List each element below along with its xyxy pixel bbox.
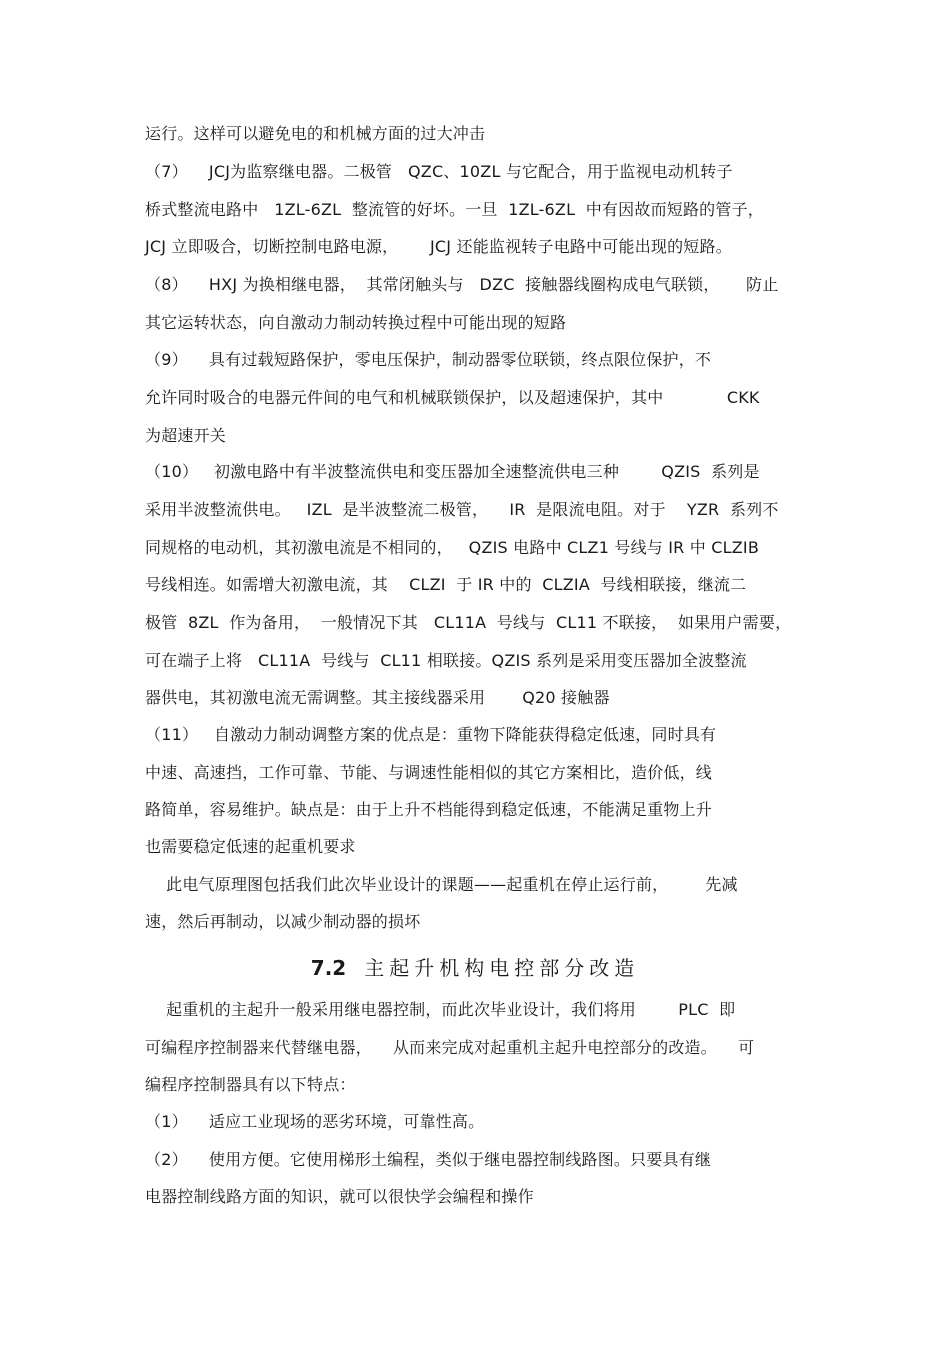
paragraph-line: 路简单，容易维护。缺点是：由于上升不档能得到稳定低速，不能满足重物上升 [145,800,713,819]
paragraph-line: 器供电，其初激电流无需调整。其主接线器采用 Q20 接触器 [145,688,610,707]
paragraph-line: 桥式整流电路中 1ZL-6ZL 整流管的好坏。一旦 1ZL-6ZL 中有因故而短路的管子， [145,200,764,219]
paragraph-line: 可编程序控制器来代替继电器， 从而来完成对起重机主起升电控部分的改造。 可 [145,1038,755,1057]
paragraph-line: 采用半波整流供电。 IZL 是半波整流二极管， IR 是限流电阻。对于 YZR 系列不 [145,500,779,519]
paragraph-line: 允许同时吸合的电器元件间的电气和机械联锁保护，以及超速保护，其中 CKK [145,388,760,407]
paragraph-line: （10） 初激电路中有半波整流供电和变压器加全速整流供电三种 QZIS 系列是 [145,462,760,481]
paragraph-line: 可在端子上将 CL11A 号线与 CL11 相联接。QZIS 系列是采用变压器加全波整流 [145,651,747,670]
paragraph-line: （9） 具有过载短路保护，零电压保护，制动器零位联锁，终点限位保护，不 [145,350,712,369]
paragraph-line: 运行。这样可以避免电的和机械方面的过大冲击 [145,124,486,143]
paragraph-line: 极管 8ZL 作为备用， 一般情况下其 CL11A 号线与 CL11 不联接， 如果用户需要， [145,613,792,632]
paragraph-line: （7） JCJ为监察继电器。二极管 QZC、10ZL 与它配合，用于监视电动机转子 [145,162,733,181]
paragraph-line: 也需要稳定低速的起重机要求 [145,837,356,856]
section-heading [0,955,950,981]
paragraph-line: 为超速开关 [145,426,227,445]
paragraph-line: （11） 自激动力制动调整方案的优点是：重物下降能获得稳定低速，同时具有 [145,725,717,744]
paragraph-line: JCJ 立即吸合，切断控制电路电源， JCJ 还能监视转子电路中可能出现的短路。 [145,237,732,256]
paragraph-line: 电器控制线路方面的知识，就可以很快学会编程和操作 [145,1187,534,1206]
paragraph-line: 此电气原理图包括我们此次毕业设计的课题——起重机在停止运行前， 先减 [145,875,738,894]
paragraph-line: （2） 使用方便。它使用梯形土编程，类似于继电器控制线路图。只要具有继 [145,1150,712,1169]
paragraph-line: 速，然后再制动，以减少制动器的损坏 [145,912,421,931]
paragraph-line: 起重机的主起升一般采用继电器控制，而此次毕业设计，我们将用 PLC 即 [145,1000,736,1019]
paragraph-line: 号线相连。如需增大初激电流，其 CLZI 于 IR 中的 CLZIA 号线相联接，继流二 [145,575,747,594]
paragraph-line: 同规格的电动机，其初激电流是不相同的， QZIS 电路中 CLZ1 号线与 IR 中 CLZIB [145,538,760,557]
paragraph-line: （8） HXJ 为换相继电器， 其常闭触头与 DZC 接触器线圈构成电气联锁， 防止 [145,275,779,294]
paragraph-line: 编程序控制器具有以下特点： [145,1075,356,1094]
paragraph-line: 其它运转状态，向自激动力制动转换过程中可能出现的短路 [145,313,567,332]
section-number: 7.2 [310,956,347,980]
paragraph-line: （1） 适应工业现场的恶劣环境，可靠性高。 [145,1112,485,1131]
paragraph-line: 中速、高速挡，工作可靠、节能、与调速性能相似的其它方案相比，造价低，线 [145,763,713,782]
section-title: 主起升机构电控部分改造 [364,956,640,980]
